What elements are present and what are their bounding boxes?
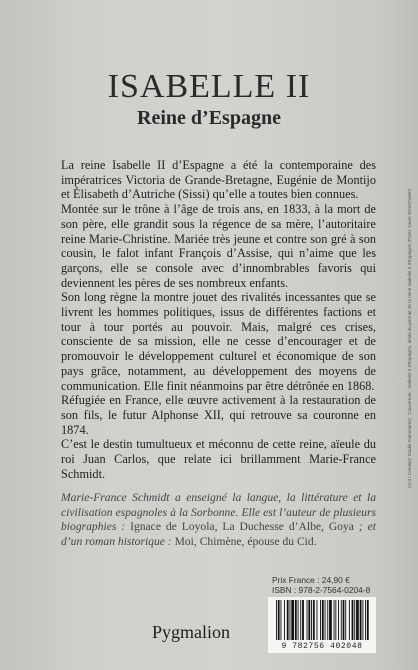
barcode-bar bbox=[325, 600, 326, 640]
barcode-icon bbox=[274, 600, 370, 642]
barcode-bar bbox=[327, 600, 328, 640]
barcode-bar bbox=[311, 600, 312, 640]
blurb-paragraph: Réfugiée en France, elle œuvre activement à la restauration de son fils, le futur Alphonse XII, qui retrouve sa couronne en 1874. bbox=[61, 393, 376, 437]
barcode-bar bbox=[329, 600, 332, 640]
barcode-number: 9 782756 402048 bbox=[281, 642, 363, 651]
barcode-bar bbox=[360, 600, 362, 640]
barcode-bar bbox=[341, 600, 342, 640]
bio-novel: Moi, Chimène, épouse du Cid. bbox=[174, 534, 317, 548]
publisher-logo: Pygmalion bbox=[152, 622, 231, 642]
barcode bbox=[268, 597, 376, 653]
isbn: ISBN : 978-2-7564-0204-8 bbox=[272, 585, 371, 595]
book-subtitle: Reine d’Espagne bbox=[137, 107, 281, 129]
barcode-bar bbox=[338, 600, 339, 640]
bio-works: Ignace de Loyola, La Duchesse d’Albe, Goya bbox=[130, 520, 354, 534]
barcode-bar bbox=[320, 600, 321, 640]
barcode-bar bbox=[334, 600, 335, 640]
blurb bbox=[61, 158, 376, 481]
barcode-bar bbox=[352, 600, 354, 640]
barcode-bar bbox=[276, 600, 277, 640]
bio-mid: ; et d’un roman historique : bbox=[61, 520, 376, 548]
barcode-bar bbox=[307, 600, 308, 640]
author-bio bbox=[61, 491, 376, 549]
barcode-bar bbox=[291, 600, 294, 640]
barcode-bar bbox=[322, 600, 324, 640]
barcode-bar bbox=[284, 600, 285, 640]
blurb-paragraph: Montée sur le trône à l’âge de trois ans, en 1833, à la mort de son père, elle grandit sous la régence de sa mère, l’autoritaire reine Marie-Christine. Mariée très jeune et contre son gré à son cousin, le falot infant François d’Assise, qui n’aime que les garçons, elle se console avec d’innombrables favoris qui deviennent les pères de ses nombreux enfants. bbox=[61, 202, 376, 290]
barcode-bar bbox=[356, 600, 359, 640]
barcode-bar bbox=[367, 600, 369, 640]
price: Prix France : 24,90 € bbox=[272, 575, 350, 585]
barcode-bar bbox=[362, 600, 363, 640]
spine-credit: Couverture : Isabelle II d'Espagne, détail du portrait de la reine Isabelle II d'Espagne (Franz Xaver Winterhalter) bbox=[407, 188, 412, 415]
barcode-bar bbox=[343, 600, 345, 640]
barcode-bar bbox=[345, 600, 346, 640]
barcode-bar bbox=[335, 600, 336, 640]
barcode-bar bbox=[295, 600, 297, 640]
barcode-bar bbox=[281, 600, 282, 640]
price-block bbox=[272, 575, 382, 595]
barcode-bar bbox=[349, 600, 350, 640]
blurb-paragraph: La reine Isabelle II d’Espagne a été la contemporaine des impératrices Victoria de Grande-Bretagne, Eugénie de Montijo et Élisabeth d’Autriche (Sissi) qu’elle a toutes bien connues. bbox=[61, 158, 376, 202]
barcode-bar bbox=[290, 600, 291, 640]
blurb-paragraph: Son long règne la montre jouet des rivalités incessantes que se livrent les hommes politiques, issus de différentes factions et tour à tour portés au pouvoir. Mais, malgré ces crises, consciente de sa mission, elle ne cesse d’encourager et de promouvoir le développement culturel et économique de son pays grâce, notamment, au développement des moyens de communication. Elle finit néanmoins par être détrônée en 1868. bbox=[61, 290, 376, 393]
barcode-bar bbox=[313, 600, 315, 640]
barcode-bar bbox=[354, 600, 355, 640]
book-title: ISABELLE II bbox=[107, 68, 311, 105]
barcode-bar bbox=[300, 600, 301, 640]
spine-code: 12-II / Création Studio Flammarion bbox=[407, 418, 412, 489]
barcode-bar bbox=[308, 600, 310, 640]
barcode-bar bbox=[298, 600, 299, 640]
barcode-bar bbox=[365, 600, 366, 640]
barcode-bar bbox=[278, 600, 280, 640]
blurb-paragraph: C’est le destin tumultueux et méconnu de cette reine, aïeule du roi Juan Carlos, que relate ici brillamment Marie-France Schmidt. bbox=[61, 437, 376, 481]
barcode-bar bbox=[287, 600, 289, 640]
barcode-bar bbox=[317, 600, 318, 640]
barcode-bar bbox=[302, 600, 304, 640]
bio-intro: Marie-France Schmidt a enseigné la langue, la littérature et la civilisation espagnoles à la Sorbonne. Elle est l’auteur de plusieurs biographies : bbox=[61, 491, 376, 534]
